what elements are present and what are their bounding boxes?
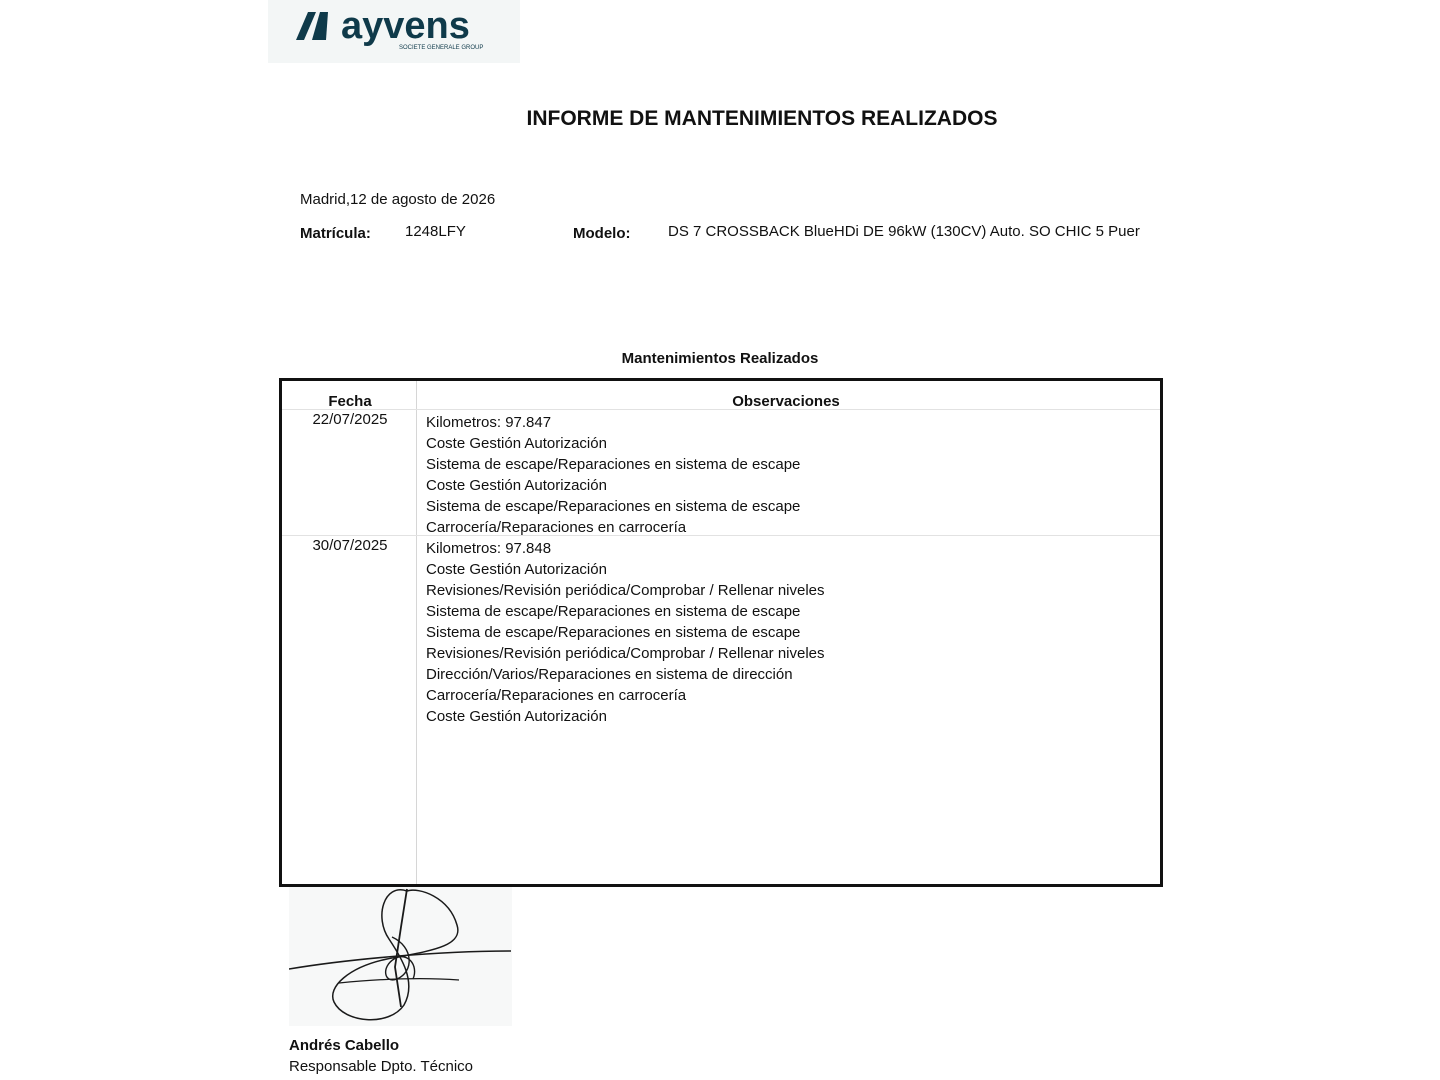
header-notes: Observaciones bbox=[732, 393, 840, 410]
row-2-notes bbox=[426, 538, 825, 727]
report-title-wrap bbox=[0, 107, 1440, 131]
report-title: INFORME DE MANTENIMIENTOS REALIZADOS bbox=[526, 107, 998, 130]
note-item: Kilometros: 97.847 bbox=[426, 414, 552, 431]
note-item: Coste Gestión Autorización bbox=[426, 708, 607, 725]
logo-tagline: SOCIETE GENERALE GROUP bbox=[399, 45, 484, 51]
note-item: Kilometros: 97.848 bbox=[426, 540, 552, 557]
note-item: Sistema de escape/Reparaciones en sistema de escape bbox=[426, 624, 801, 641]
signatory-name: Andrés Cabello bbox=[289, 1037, 400, 1054]
header-date: Fecha bbox=[328, 393, 372, 410]
row-1-date: 22/07/2025 bbox=[312, 411, 388, 428]
date-text: 12 de agosto de 2026 bbox=[350, 191, 496, 208]
plate-value: 1248LFY bbox=[405, 223, 466, 240]
note-item: Coste Gestión Autorización bbox=[426, 561, 607, 578]
logo-wordmark: ayvens bbox=[341, 5, 470, 47]
model-value: DS 7 CROSSBACK BlueHDi DE 96kW (130CV) Auto. SO CHIC 5 Puer bbox=[668, 223, 1140, 240]
note-item: Coste Gestión Autorización bbox=[426, 477, 607, 494]
signatory-role: Responsable Dpto. Técnico bbox=[289, 1058, 473, 1075]
signature-icon bbox=[289, 887, 512, 1026]
ayvens-logo-icon bbox=[268, 0, 520, 63]
maintenance-section-title: Mantenimientos Realizados bbox=[621, 350, 819, 367]
note-item: Carrocería/Reparaciones en carrocería bbox=[426, 519, 687, 536]
note-item: Revisiones/Revisión periódica/Comprobar / Rellenar niveles bbox=[426, 645, 825, 662]
model-label: Modelo: bbox=[573, 225, 631, 242]
note-item: Coste Gestión Autorización bbox=[426, 435, 607, 452]
company-logo bbox=[268, 0, 520, 63]
note-item: Carrocería/Reparaciones en carrocería bbox=[426, 687, 687, 704]
note-item: Revisiones/Revisión periódica/Comprobar / Rellenar niveles bbox=[426, 582, 825, 599]
place-text: Madrid, bbox=[300, 191, 351, 208]
row-1-notes bbox=[426, 412, 800, 538]
note-item: Sistema de escape/Reparaciones en sistema de escape bbox=[426, 498, 801, 515]
note-item: Sistema de escape/Reparaciones en sistema de escape bbox=[426, 603, 801, 620]
column-divider bbox=[416, 381, 417, 884]
note-item: Sistema de escape/Reparaciones en sistema de escape bbox=[426, 456, 801, 473]
signature-image bbox=[289, 887, 512, 1026]
place-date bbox=[300, 191, 495, 208]
plate-label: Matrícula: bbox=[300, 225, 371, 242]
note-item: Dirección/Varios/Reparaciones en sistema de dirección bbox=[426, 666, 793, 683]
maintenance-table bbox=[279, 378, 1163, 887]
row-2-date: 30/07/2025 bbox=[312, 537, 388, 554]
